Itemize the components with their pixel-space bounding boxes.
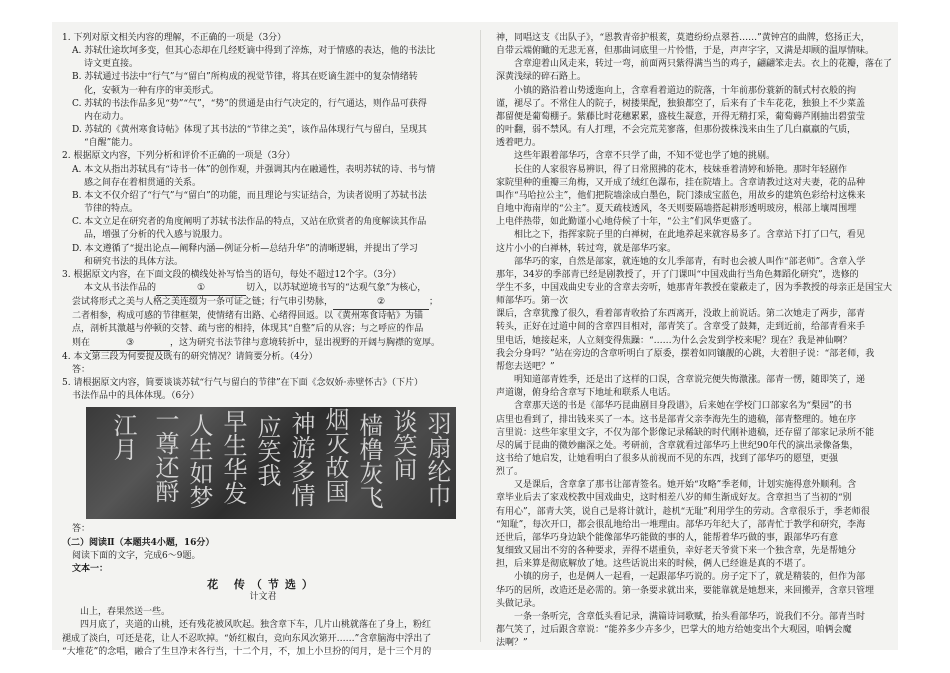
column-divider: [480, 30, 481, 642]
q4-answer[interactable]: 答：: [72, 364, 91, 375]
r-line-34: 又是课后，含章拿了那书让部青签名。她开始“攻略”季老师，计划实施得意外顺利。含: [514, 480, 857, 491]
r-line-29: 店里也看到了，排出钱来买了一本。这书是部青父亲李海先生的遗稿，部青整理的。她在序: [496, 414, 857, 425]
blank-1[interactable]: ①: [156, 282, 246, 296]
q1-option-b-cont: 化，安顿为一种有序的审美形式。: [84, 85, 220, 96]
r-line-4: 深黄浅绿的碎石路上。: [496, 72, 587, 83]
r-line-10: 这些年跟着部华巧，含章不只学了曲，不知不觉也学了她的挑剔。: [514, 151, 776, 162]
q3-line-5a: 则在: [72, 337, 91, 348]
calli-col-6: 应笑我: [253, 415, 281, 488]
r-line-31: 尽的属于昆曲的微妙幽深之处。考研前，含章就看过部华巧上世纪90年代的演出录像备集，: [496, 440, 859, 451]
q3-line-1a: 本文从书法作品的: [84, 282, 157, 293]
calli-col-3: 樯橹灰飞: [355, 413, 383, 510]
calli-col-7: 早生华发: [219, 409, 247, 506]
r-line-25: 帮您去送吧？”: [496, 361, 555, 372]
r-line-28: 含章那天送的书是《部华巧昆曲剧目身段谱》，后来她在学校门口部家名为“梨园”的书: [514, 401, 852, 412]
q4-stem: 4. 本文第三段为何要提及既有的研究情况？请简要分析。（4分）: [62, 351, 318, 362]
calli-col-4: 烟灭故国: [321, 407, 349, 504]
r-line-43: 头做记录。: [496, 598, 542, 609]
r-line-6: 谨，褪尽了。不常住人的院子，树搂果配，独狼都空了，后来有了卡车花花，独狼上不少菜盖: [496, 98, 866, 109]
q2-stem: 2. 根据原文内容，下列分析和评价不正确的一项是（3分）: [62, 151, 296, 162]
r-line-39: 复细致又屈出不穷的各种要求，弄得不堪重负，幸好老天爷赏下来一个独含章，先是帮她分: [496, 546, 857, 557]
article-author: 计文君: [249, 592, 277, 603]
q2-option-b: B. 本文不仅介绍了“行气”与“留白”的功能，而且理论与实证结合，为读者说明了苏轼书法: [72, 190, 427, 201]
q2-option-a: A. 本文从指出苏轼具有“诗书一体”的创作观，并强调其内在融通性，表明苏轼的诗、书与情: [72, 164, 436, 175]
r-line-35: 章毕业后去了家戏校教中国戏曲史，这时相差八岁的师生渐成好友。含章担当了当初的“别: [496, 493, 852, 504]
r-line-11: 长住的人家很容易辨识，得了日常照拂的花木，枝妹垂着清婷和娇艳。那时年轻剧作: [514, 164, 848, 175]
q1-option-c: C. 苏轼的书法作品多见“势”“气”，“势”的贯通是由行气决定的，行气通达，则作品可获得: [72, 98, 427, 109]
q3-line-3: 二者相参，构成可感的节律框架，使情绪有出路、心绪得回返。以《黄州寒食诗帖》为锚: [72, 311, 424, 322]
calli-col-9: 一尊还酹: [151, 407, 179, 504]
r-line-18: 部华巧的家，自然是部家，就连她的女儿季部青，有时也会被人叫作“部老师”。含章入学: [514, 256, 866, 267]
r-line-16: 相比之下，指挥家院子里的白禅树，在此地养起来就容易多了。含章站下打了口气，看见: [514, 230, 866, 241]
r-line-26: 明知道部青姓季，还是出了这样的口误，含章说完便失悔激涨。部青一愣，随即笑了，递: [514, 375, 866, 386]
r-line-7: 都留便是葡萄棚子。紫藤比时花穗累累，盛枝生凝意，开得无精打采，葡萄薅芦刚抽出碧萤莹: [496, 111, 866, 122]
section-title: （二）阅读Ⅱ（本题共4小题，16分）: [62, 537, 215, 548]
section-instruction: 阅读下面的文字，完成6～9题。: [72, 550, 201, 561]
r-line-37: “知耻”，每次开口，都会很乱地给出一堆理由。部华巧年纪大了，部青忙于教学和研究，李海: [496, 519, 866, 530]
r-line-46: 法啊？”: [496, 638, 528, 649]
r-line-3: 含章迎着山风走来，转过一弯，前面两只紫得满当当的鸡子，翩翩笨走去。衣上的花瓣，落在了: [514, 59, 893, 70]
r-line-1: 神，同唱这支《出队子》，“恩教青帝护根荄，莫遣纷纷点翠苔……”黄钟宫的曲牌，悠扬正大，: [496, 33, 870, 43]
r-line-17: 这片小小的白禅林，转过弯，就是部华巧家。: [496, 243, 677, 254]
blank-3[interactable]: ③: [90, 337, 170, 351]
r-line-32: 这书给了她启发，让她看明白了很多从前视而不见的东西，找到了部华巧的愿望，更强: [496, 454, 839, 464]
r-line-2: 自带云端俯瞰的无悲无喜，但那曲词底里一片怜惜，于是，声声字字，又满是却顾的温厚情味。: [496, 46, 875, 57]
r-line-5: 小镇的路沿着山势逶迤向上，含章看着道边的院落，十年前那份蓑新的制式村衣般的拘: [514, 85, 857, 96]
r-line-15: 上电伴热带，如此勤谨小心地侍候了十年，“公主”们风华更盛了。: [496, 217, 758, 228]
r-line-40: 担，后来算是彻底解放了她。这些话说出来的时候，俩人已经谁是真的不堪了。: [496, 559, 812, 570]
article-para-2b: 褪成了淡白，可还是花，让人不忍吹掉。“娇红椒白，竞向东风次第开……”含章脑海中浮出了: [62, 633, 432, 644]
r-line-24: 我会分身吗？”站在旁边的含章听明白了原委，摆着如同镶靓的心跳，大着胆子说：“部老师，我: [496, 348, 875, 359]
r-line-42: 华巧的居所，改造还是必需的。第一条要求就出来，要能靠就是她想来，来回搬弄，含章只管埋: [496, 585, 875, 596]
q5-stem-cont: 书法作品中的具体体现。（6分）: [72, 391, 200, 402]
r-line-14: 自地中海南岸的“公主”。夏天疏枝透风，冬天则要隔墙搭起耕形透明玻房，根部上壤周围埋: [496, 204, 857, 215]
r-line-21: 课后，含章犹豫了很久，看着部青收拾了东西离开，没敢上前说话。第二次她走了两步，部青: [496, 309, 866, 320]
q2-option-c-cont: 品，增强了分析的代入感与说服力。: [84, 230, 229, 241]
q1-option-a-cont: 诗文更直接。: [84, 59, 139, 70]
article-para-1: 山上，春果然送一些。: [80, 607, 171, 618]
q3-line-2b: ；: [429, 297, 439, 308]
q5-stem: 5. 请根据原文内容，简要谈谈苏轼“行气与留白的节律”在下面《念奴娇·赤壁怀古》（下片）: [62, 378, 424, 389]
q3-line-1b: 切入，以苏轼逆境书写的“达观气象”为核心，: [246, 282, 427, 293]
q2-option-d-cont: 和研究书法的具体方法。: [84, 256, 184, 267]
r-line-8: 的叶翻，弱不禁风。有人打理，不会完荒芜寥落，但那份拨株浅来由生了几白羸羸的气质，: [496, 125, 857, 136]
article-title: 花 传（节选）: [207, 578, 319, 591]
r-line-23: 里电话，她接起来，人立刻变得焦躁：“……为什么会发到学校来呢？现在？我是神仙啊？: [496, 335, 852, 346]
r-line-45: 都气笑了，过后跟含章说：“能养多少卉多少，巴掌大的地方给她变出个大观园，咱俩会魔: [496, 625, 852, 636]
exam-page: [52, 22, 898, 657]
q5-answer[interactable]: 答：: [72, 524, 91, 535]
q3-line-5b: ，这为研究书法节律与意境转折中，显出视野的开阔与胸襟的宽厚。: [170, 337, 441, 348]
r-line-41: 小镇的房子，也是俩人一起看，一起跟部华巧说的。房子定下了，就是精装的，但作为部: [514, 572, 866, 583]
calligraphy-image: [86, 407, 456, 519]
q1-option-b: B. 苏轼通过书法中“行气”与“留白”所构成的视觉节律，将其在贬谪生涯中的复杂情绪转: [72, 72, 418, 83]
calli-col-1: 羽扇纶巾: [423, 411, 451, 508]
q3-stem: 3. 根据原文内容，在下面文段的横线处补写恰当的语句，每处不超过12个字。（3分）: [62, 269, 402, 280]
q2-option-a-cont: 感之间存在着相贯通的关系。: [84, 177, 202, 188]
blank-2[interactable]: ②: [333, 296, 429, 310]
q1-option-d: D. 苏轼的《黄州寒食诗帖》体现了其书法的“节律之美”，该作品体现行气与留白，呈现其: [72, 125, 427, 136]
r-line-36: 有用心”，部青大笑，说自己是将计就计，趁机“无耻”利用学生的劳动。含章很乐于，季老师很: [496, 506, 870, 517]
r-line-12: 家院里种的重瓣三角梅，又开成了绒红色瀑布，挂在院墙上。含章请教过这对夫妻，花的品种: [496, 177, 866, 188]
calli-col-8: 人生如梦: [185, 413, 213, 510]
r-line-44: 一条一条听完，含章低头看记录，满篇诗词歌赋，抬头看部华巧，说我们不分。部青当时: [514, 611, 866, 622]
r-line-19: 那年，34岁的季部青已经是剧教授了，开了门课叫“中国戏曲行当角色舞蹈化研究”，选修的: [496, 269, 859, 280]
r-line-22: 转头，正好在过道中间的含章四目相对，部青笑了。含章受了鼓舞，走到近前，给部青看来手: [496, 322, 866, 333]
q2-option-b-cont: 节律的特点。: [84, 204, 139, 215]
r-line-9: 透着吧力。: [496, 138, 542, 149]
q1-stem: 1. 下列对原文相关内容的理解，不正确的一项是（3分）: [62, 33, 287, 43]
q3-line-2a: 尝试将形式之美与人格之美连缀为一条可证之链；行气串引势脉，: [72, 297, 334, 308]
r-line-20: 学生不多，中国戏曲史专业的含章去旁听，她那青年教授在蒙蔽走了，因为季教授的母亲正是国宝大师部华巧。第一次: [496, 282, 893, 307]
q2-option-c: C. 本文立足在研究者的角度阐明了苏轼书法作品的特点，又站在欣赏者的角度解读其作品: [72, 217, 427, 228]
q1-option-a: A. 苏轼仕途坎坷多变，但其心态却在几经贬谪中得到了淬炼，对于情感的表达，他的书法比: [72, 46, 436, 57]
r-line-33: 烈了。: [496, 467, 524, 478]
calli-col-5: 神游多情: [287, 411, 315, 508]
q3-line-1: [62, 282, 464, 296]
text-one-label: 文本一：: [72, 563, 109, 574]
right-column: [496, 32, 892, 650]
q3-line-2: [62, 296, 464, 310]
r-line-30: 言里说：这些年家里文字，不仅为部个影像记录稀缺的时代刚补遗稿，还存留了部家记录所不能: [496, 427, 875, 438]
q3-line-4: 点，剖析其激越与停顿的交替、疏与密的相持，体现其“自整”后的从容；与之呼应的作品: [72, 324, 424, 335]
q1-option-d-cont: “自醒”能力。: [84, 138, 139, 149]
q2-option-d: D. 本文遵循了“提出论点—阐释内涵—例证分析—总结升华”的清晰逻辑，并提出了学习: [72, 243, 418, 254]
r-line-13: 叫作“马哈拉公主”，他们把院墙涂成白墨色，院门漆成宝蓝色，用故乡的建筑色彩给村这株来: [496, 190, 866, 201]
calli-col-2: 谈笑间: [389, 409, 417, 482]
calli-col-10: 江月: [109, 413, 137, 462]
left-column: [62, 32, 464, 659]
r-line-27: 声道谢，俯身给含章写下地址和联系人电话。: [496, 388, 677, 399]
r-line-38: 还世后，部华巧身边缺个能像部华巧能做的事的人，能帮着华巧做的事，跟部华巧有意: [496, 532, 839, 543]
article-para-2c: “大堆花”的念唱，融合了生旦净末各行当，十二个月，不，加上小旦扮的闰月，是十三个月的: [62, 646, 432, 657]
article-para-2: 四月底了，夹道的山桃，还有残花被风吹起。独含章下车，几片山桃就落在了身上，粉红: [80, 620, 432, 631]
q3-line-5: [62, 337, 464, 351]
q1-option-c-cont: 内在动力。: [84, 111, 130, 122]
